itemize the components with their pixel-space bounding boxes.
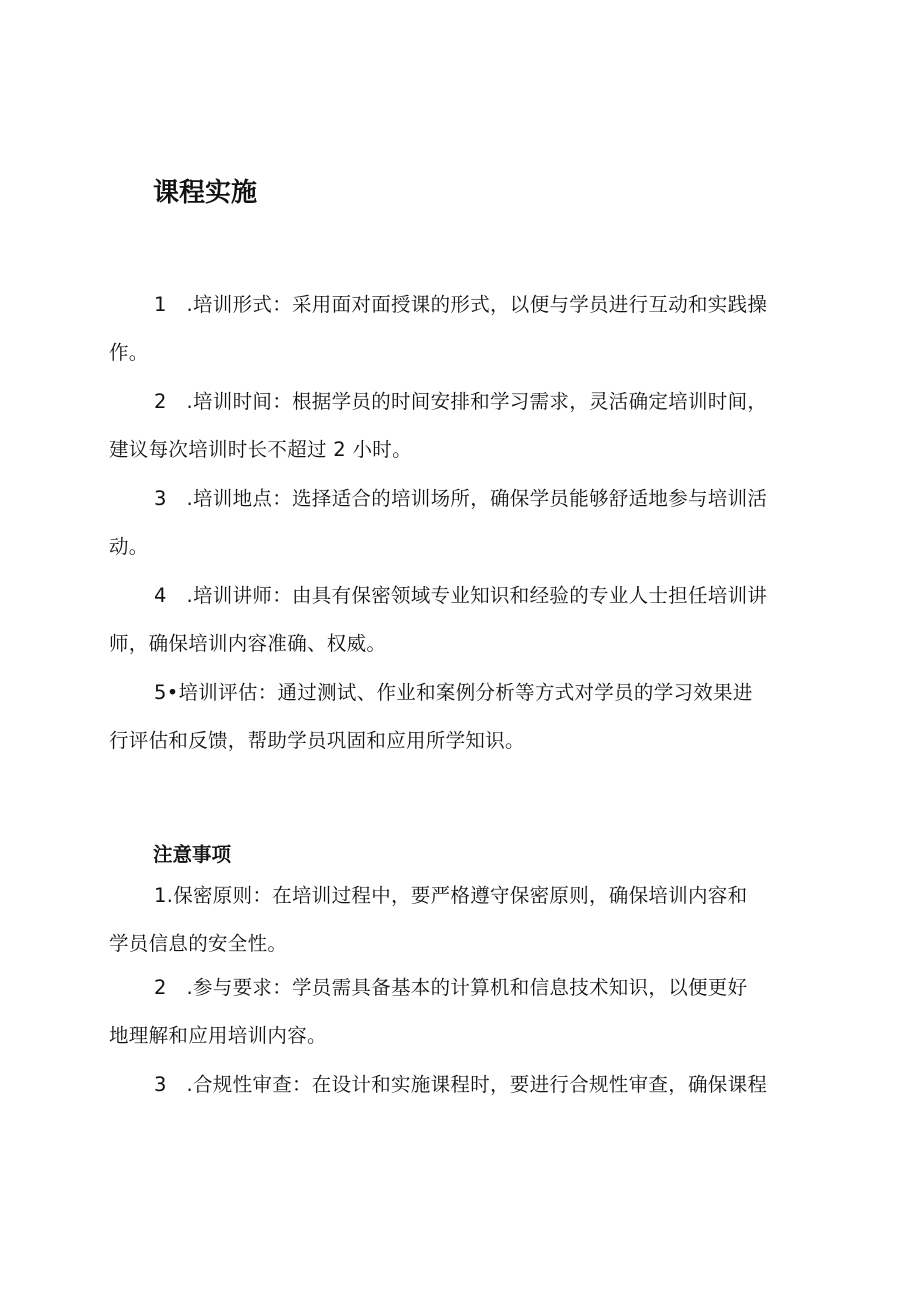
list-item-line: 5•培训评估：通过测试、作业和案例分析等方式对学员的学习效果进 — [154, 681, 753, 704]
list-item-line: 3 .合规性审查：在设计和实施课程时，要进行合规性审查，确保课程 — [154, 1073, 768, 1096]
list-item-training-location — [109, 475, 821, 571]
list-item-line: 2 .参与要求：学员需具备基本的计算机和信息技术知识，以便更好 — [154, 976, 748, 999]
list-item-line: 1.保密原则：在培训过程中，要严格遵守保密原则，确保培训内容和 — [154, 884, 748, 907]
list-item-line: 1 .培训形式：采用面对面授课的形式，以便与学员进行互动和实践操 — [154, 293, 768, 316]
list-item-line: 师，确保培训内容准确、权威。 — [109, 632, 387, 655]
list-item-line: 地理解和应用培训内容。 — [109, 1024, 327, 1047]
list-item-line: 4 .培训讲师：由具有保密领域专业知识和经验的专业人士担任培训讲 — [154, 584, 768, 607]
list-item-line: 行评估和反馈，帮助学员巩固和应用所学知识。 — [109, 729, 525, 752]
list-item-confidentiality-principle — [109, 872, 821, 968]
list-item-training-instructor — [109, 572, 821, 668]
list-item-line: 建议每次培训时长不超过 2 小时。 — [109, 438, 412, 461]
list-item-line: 2 .培训时间：根据学员的时间安排和学习需求，灵活确定培训时间， — [154, 390, 768, 413]
list-item-training-evaluation — [109, 669, 821, 765]
list-item-training-time — [109, 378, 821, 474]
list-item-training-format — [109, 281, 821, 377]
list-item-line: 作。 — [109, 341, 149, 364]
list-item-participation-requirements — [109, 964, 821, 1060]
section-title-notes: 注意事项 — [153, 843, 232, 866]
list-item-line: 3 .培训地点：选择适合的培训场所，确保学员能够舒适地参与培训活 — [154, 487, 768, 510]
list-item-line: 学员信息的安全性。 — [109, 932, 288, 955]
section-title-course-implementation: 课程实施 — [153, 178, 258, 208]
list-item-line: 动。 — [109, 535, 149, 558]
list-item-compliance-review — [109, 1061, 821, 1109]
